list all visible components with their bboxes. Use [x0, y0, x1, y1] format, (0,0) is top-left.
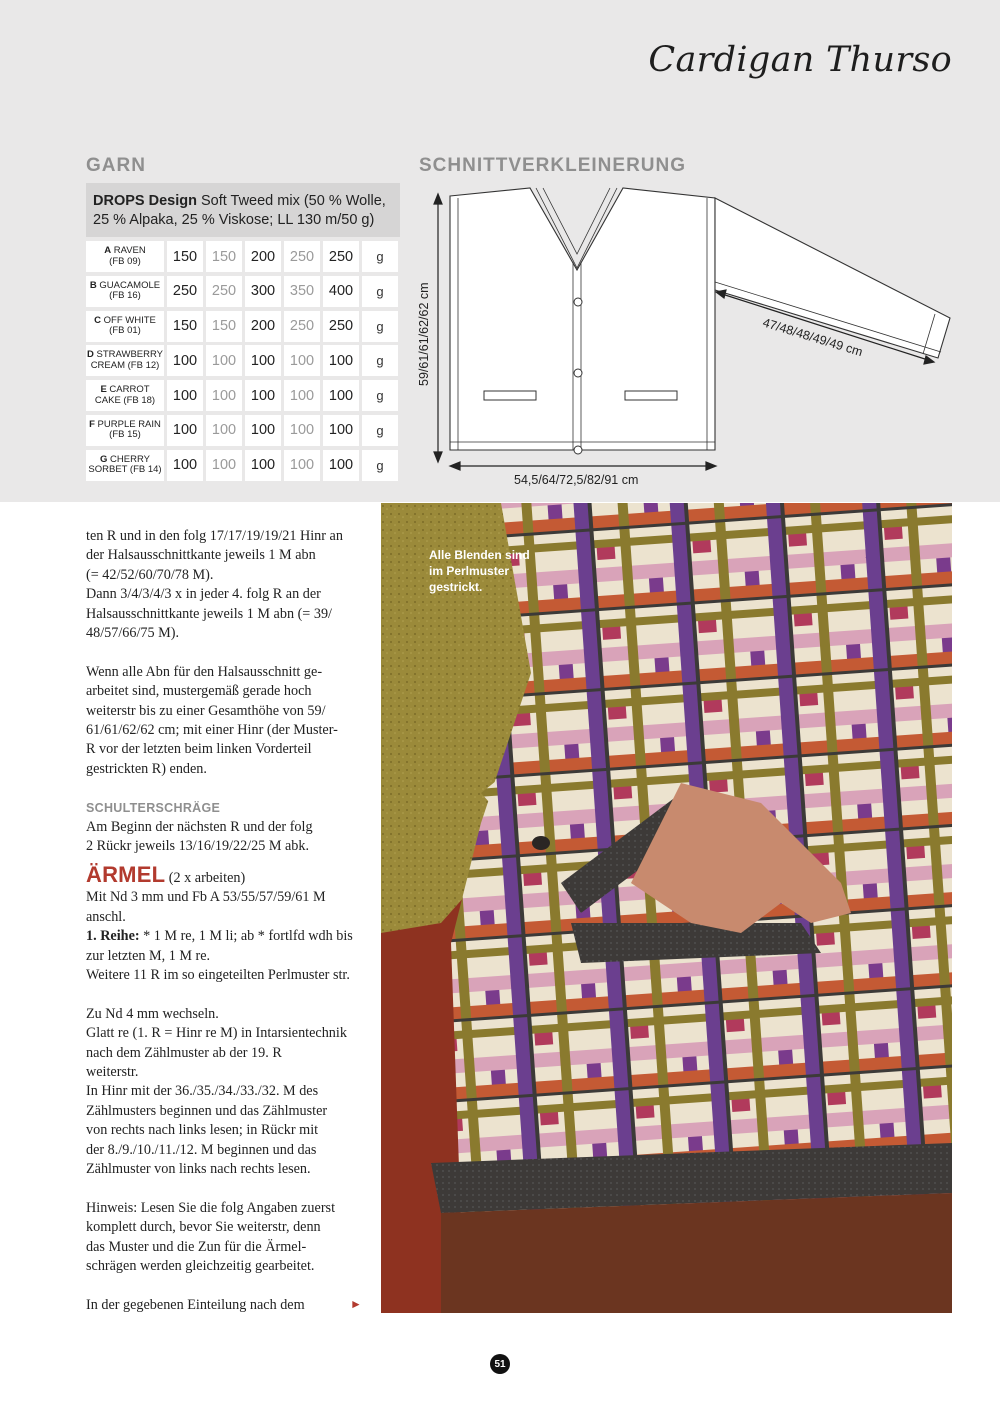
text-line: Hinweis: Lesen Sie die folg Angaben zuerst: [86, 1199, 336, 1216]
yarn-unit-cell: g: [362, 380, 398, 411]
yarn-amount-cell: 100: [206, 450, 242, 481]
row1-text: * 1 M re, 1 M li; ab * fortlfd wdh bis: [139, 928, 353, 945]
text-line: anschl.: [86, 908, 126, 925]
yarn-amount-cell: 100: [206, 415, 242, 446]
paragraph-note: [86, 1199, 371, 1277]
text-line: Glatt re (1. R = Hinr re M) in Intarsientechnik: [86, 1025, 347, 1042]
yarn-color-letter: D: [86, 349, 94, 361]
yarn-amount-cell: 100: [284, 380, 320, 411]
text-line: Dann 3/4/3/4/3 x in jeder 4. folg R an der: [86, 586, 321, 603]
yarn-amount-cell: 200: [245, 241, 281, 272]
text-line: weiterstr bis zu einer Gesamthöhe von 59/: [86, 702, 326, 719]
schematic-diagram: [410, 182, 960, 492]
paragraph-neck-decrease: [86, 527, 371, 643]
yarn-amount-cell: 300: [245, 276, 281, 307]
yarn-amount-cell: 400: [323, 276, 359, 307]
yarn-description: [86, 183, 400, 237]
schnitt-heading: SCHNITTVERKLEINERUNG: [419, 155, 687, 176]
yarn-color-name-line1: A RAVEN: [104, 245, 146, 256]
text-line: Zu Nd 4 mm wechseln.: [86, 1005, 219, 1022]
caption-line: im Perlmuster: [429, 564, 510, 578]
yarn-amount-cell: 100: [206, 345, 242, 376]
yarn-row: [86, 415, 398, 446]
yarn-amount-cell: 200: [245, 311, 281, 342]
yarn-amount-cell: 100: [245, 345, 281, 376]
yarn-amount-cell: 100: [284, 345, 320, 376]
text-line: 2 Rückr jeweils 13/16/19/22/25 M abk.: [86, 838, 310, 855]
yarn-row: [86, 276, 398, 307]
caption-line: gestrickt.: [429, 580, 483, 594]
yarn-unit-cell: g: [362, 276, 398, 307]
yarn-amount-cell: 250: [323, 241, 359, 272]
text-line: 48/57/66/75 M).: [86, 625, 180, 642]
yarn-amount-cell: 150: [206, 241, 242, 272]
yarn-row: [86, 311, 398, 342]
yarn-unit-cell: g: [362, 311, 398, 342]
continue-arrow-icon: ►: [350, 1297, 362, 1311]
sleeve-heading: ÄRMEL: [86, 861, 166, 887]
yarn-color-name: [86, 241, 164, 272]
yarn-color-letter: E: [100, 384, 107, 396]
text-line: von rechts nach links lesen; in Rückr mit: [86, 1122, 319, 1139]
product-photo: [381, 503, 952, 1313]
yarn-color-letter: C: [94, 314, 101, 326]
text-line: gestrickten R) enden.: [86, 760, 207, 777]
yarn-row: [86, 241, 398, 272]
yarn-amount-cell: 150: [167, 311, 203, 342]
yarn-amount-cell: 100: [323, 415, 359, 446]
row1-line: [86, 927, 371, 946]
caption-line: Alle Blenden sind: [429, 548, 530, 562]
yarn-amount-cell: 100: [323, 450, 359, 481]
yarn-amount-cell: 150: [167, 241, 203, 272]
yarn-color-name-line1: B GUACAMOLE: [89, 279, 161, 291]
yarn-amount-cell: 100: [167, 345, 203, 376]
yarn-amount-cell: 100: [245, 415, 281, 446]
yarn-desc-line2: 25 % Alpaka, 25 % Viskose; LL 130 m/50 g): [93, 212, 375, 228]
yarn-amount-cell: 250: [167, 276, 203, 307]
yarn-amount-cell: 100: [245, 380, 281, 411]
yarn-row: [86, 380, 398, 411]
text-line: (= 42/52/60/70/78 M).: [86, 566, 214, 583]
yarn-amount-cell: 150: [206, 311, 242, 342]
text-line: In Hinr mit der 36./35./34./33./32. M des: [86, 1083, 319, 1100]
text-line: das Muster und die Zun für die Ärmel-: [86, 1238, 307, 1255]
yarn-amount-cell: 100: [167, 450, 203, 481]
yarn-row: [86, 450, 398, 481]
yarn-color-name: [86, 380, 164, 411]
text-line: der Halsausschnittkante jeweils 1 M abn: [86, 547, 316, 564]
paragraph-seed-stitch: [86, 947, 371, 986]
text-line: schrägen werden gleichzeitig gearbeitet.: [86, 1257, 315, 1274]
cardigan-outline: [450, 188, 950, 450]
yarn-color-name: [86, 311, 164, 342]
yarn-amount-cell: 250: [323, 311, 359, 342]
shoulder-heading: SCHULTERSCHRÄGE: [86, 800, 221, 815]
text-line: Zählmusters beginnen und das Zählmuster: [86, 1102, 328, 1119]
text-line: R vor der letzten beim linken Vorderteil: [86, 741, 312, 758]
yarn-color-letter: B: [89, 279, 97, 291]
text-line: der 8./9./10./11./12. M beginnen und das: [86, 1141, 317, 1158]
yarn-color-name: [86, 450, 164, 481]
sleeve-subheading: (2 x arbeiten): [165, 869, 246, 886]
yarn-amount-cell: 100: [284, 450, 320, 481]
paragraph-cast-on: [86, 888, 371, 927]
paragraph-shoulder: [86, 818, 371, 857]
text-line: zur letzten M, 1 M re.: [86, 947, 211, 964]
width-dimension-arrow: [450, 462, 716, 470]
yarn-color-name-line1: D STRAWBERRY: [86, 349, 164, 361]
yarn-color-name-line2: CAKE (FB 18): [94, 394, 156, 406]
yarn-color-name-line1: G CHERRY: [100, 453, 150, 465]
text-line: ten R und in den folg 17/17/19/19/21 Hinr an: [86, 528, 343, 544]
yarn-color-name-line1: F PURPLE RAIN: [89, 418, 161, 430]
text-line: komplett durch, bevor Sie weiterstr, denn: [86, 1219, 321, 1236]
height-dimension-arrow: [434, 194, 442, 462]
text-line: weiterstr.: [86, 1063, 139, 1080]
yarn-color-name-line1: C OFF WHITE: [94, 314, 156, 326]
text-line: nach dem Zählmuster ab der 19. R: [86, 1044, 282, 1061]
cardigan-photo-illustration: [381, 503, 952, 1313]
yarn-color-name-line2: (FB 15): [109, 429, 141, 441]
text-line: Mit Nd 3 mm und Fb A 53/55/57/59/61 M: [86, 889, 326, 906]
instructions-text: [86, 527, 371, 1335]
page-number: 51: [490, 1354, 510, 1374]
text-line: Halsausschnittkante jeweils 1 M abn (= 39/: [86, 605, 332, 622]
yarn-color-name-line2: (FB 16): [109, 290, 141, 302]
sleeve-heading-line: [86, 861, 371, 888]
yarn-color-name-line2: (FB 01): [109, 325, 141, 337]
page-title: Cardigan Thurso: [648, 40, 952, 80]
yarn-table: [86, 241, 398, 485]
yarn-amount-cell: 250: [284, 311, 320, 342]
yarn-amount-cell: 100: [206, 380, 242, 411]
yarn-amount-cell: 100: [323, 345, 359, 376]
yarn-color-name: [86, 276, 164, 307]
yarn-amount-cell: 100: [167, 415, 203, 446]
yarn-amount-cell: 350: [284, 276, 320, 307]
width-label: 54,5/64/72,5/82/91 cm: [514, 473, 639, 487]
yarn-color-name-line1: E CARROT: [100, 384, 150, 396]
yarn-unit-cell: g: [362, 345, 398, 376]
yarn-amount-cell: 100: [245, 450, 281, 481]
yarn-amount-cell: 250: [284, 241, 320, 272]
yarn-color-letter: A: [104, 245, 112, 256]
yarn-color-name: [86, 345, 164, 376]
paragraph-intarsia: [86, 1005, 371, 1180]
yarn-amount-cell: 100: [167, 380, 203, 411]
text-line: Zählmuster von links nach rechts lesen.: [86, 1160, 311, 1177]
text-line: Am Beginn der nächsten R und der folg: [86, 819, 313, 836]
yarn-color-name-line2: CREAM (FB 12): [90, 359, 160, 371]
text-line: Wenn alle Abn für den Halsausschnitt ge-: [86, 663, 323, 680]
garn-heading: GARN: [86, 155, 146, 176]
yarn-row: [86, 345, 398, 376]
yarn-unit-cell: g: [362, 450, 398, 481]
text-line: 61/61/62/62 cm; mit einer Hinr (der Muster-: [86, 722, 338, 739]
paragraph-continue: In der gegebenen Einteilung nach dem: [86, 1296, 305, 1313]
yarn-color-name: [86, 415, 164, 446]
yarn-color-name-line2: SORBET (FB 14): [88, 464, 162, 476]
paragraph-total-height: [86, 663, 371, 779]
text-line: arbeitet sind, mustergemäß gerade hoch: [86, 683, 312, 700]
sleeve-label: 47/48/48/49/49 cm: [761, 315, 865, 360]
photo-caption: [429, 547, 549, 595]
yarn-color-letter: F: [89, 418, 95, 430]
yarn-color-name-line2: (FB 09): [109, 255, 141, 267]
yarn-brand: DROPS Design: [93, 193, 197, 209]
text-line: Weitere 11 R im so eingeteilten Perlmuster str.: [86, 966, 350, 983]
yarn-color-letter: G: [100, 453, 108, 465]
row1-label: 1. Reihe:: [86, 928, 140, 945]
yarn-unit-cell: g: [362, 415, 398, 446]
yarn-amount-cell: 100: [323, 380, 359, 411]
yarn-unit-cell: g: [362, 241, 398, 272]
yarn-amount-cell: 100: [284, 415, 320, 446]
height-label: 59/61/61/62/62 cm: [417, 282, 431, 386]
yarn-amount-cell: 250: [206, 276, 242, 307]
yarn-desc-line1: Soft Tweed mix (50 % Wolle,: [196, 193, 386, 209]
